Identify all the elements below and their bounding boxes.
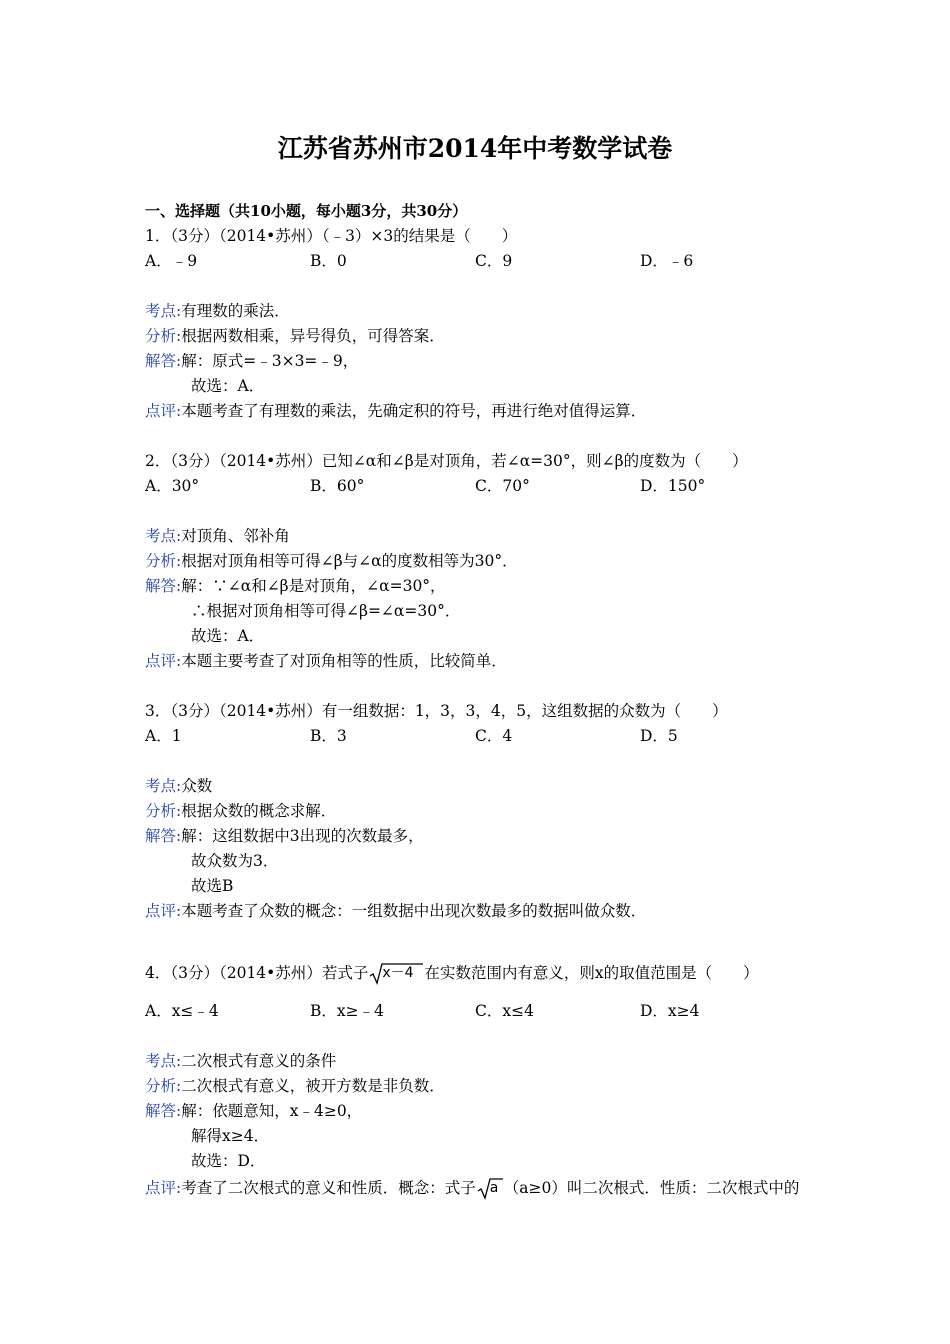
q2-option-a: A．30° xyxy=(145,477,200,495)
dianping-label: 点评: xyxy=(145,1179,182,1197)
sqrt-radicand: x－4 xyxy=(382,965,414,981)
q3-kaodian xyxy=(145,775,212,797)
jieda-label: 解答: xyxy=(145,352,182,370)
q2-kaodian xyxy=(145,525,290,547)
q1-kaodian-text: 有理数的乘法． xyxy=(181,302,290,320)
q3-dianping-text: 本题考查了众数的概念：一组数据中出现次数最多的数据叫做众数． xyxy=(181,902,647,920)
q2-jieda-line-2: ∴根据对顶角相等可得∠β=∠α=30°． xyxy=(191,602,461,620)
q2-kaodian-text: 对顶角、邻补角 xyxy=(181,527,290,545)
q2-jieda-line-3: 故选：A． xyxy=(191,627,265,645)
q3-option-a: A．1 xyxy=(145,727,182,745)
q1-jieda-line-1: 解：原式=﹣3×3=﹣9， xyxy=(181,352,359,370)
question-1-stem: 1．（3分）（2014•苏州）（﹣3）×3的结果是（ ） xyxy=(145,227,518,245)
q4-stem-before: 4．（3分）（2014•苏州）若式子 xyxy=(145,964,369,982)
q2-option-c: C．70° xyxy=(475,477,530,495)
q1-fenxi xyxy=(145,325,445,347)
question-2-stem: 2．（3分）（2014•苏州）已知∠α和∠β是对顶角，若∠α=30°，则∠β的度数为（ ） xyxy=(145,452,748,470)
q2-dianping xyxy=(145,650,507,672)
fenxi-label: 分析: xyxy=(145,327,182,345)
q4-fenxi xyxy=(145,1075,445,1097)
q3-dianping xyxy=(145,900,646,922)
q4-option-d: D．x≥4 xyxy=(640,1002,700,1020)
jieda-label: 解答: xyxy=(145,1102,182,1120)
q1-option-b: B．0 xyxy=(310,252,347,270)
q1-fenxi-text: 根据两数相乘，异号得负，可得答案． xyxy=(181,327,445,345)
q1-jieda-line-2: 故选：A． xyxy=(191,377,265,395)
kaodian-label: 考点: xyxy=(145,1052,182,1070)
jieda-label: 解答: xyxy=(145,577,182,595)
q3-jieda-line-1: 解：这组数据中3出现的次数最多， xyxy=(181,827,424,845)
kaodian-label: 考点: xyxy=(145,302,182,320)
page-title: 江苏省苏州市2014年中考数学试卷 xyxy=(277,134,673,163)
q4-jieda-line-2: 解得x≥4． xyxy=(191,1127,270,1145)
q1-dianping xyxy=(145,400,646,422)
q2-jieda-line-1: 解：∵∠α和∠β是对顶角，∠α=30°， xyxy=(181,577,446,595)
q3-option-d: D．5 xyxy=(640,727,678,745)
q1-kaodian xyxy=(145,300,290,322)
fenxi-label: 分析: xyxy=(145,1077,182,1095)
q3-jieda xyxy=(145,825,424,847)
q4-kaodian-text: 二次根式有意义的条件 xyxy=(181,1052,337,1070)
q4-option-b: B．x≥﹣4 xyxy=(310,1002,384,1020)
q4-dianping-before: 考查了二次根式的意义和性质．概念：式子 xyxy=(181,1179,476,1197)
sqrt-a-radicand: a xyxy=(489,1180,499,1196)
dianping-label: 点评: xyxy=(145,402,182,420)
q1-jieda xyxy=(145,350,358,372)
q1-option-a: A．﹣9 xyxy=(145,252,198,270)
question-3-stem: 3．（3分）（2014•苏州）有一组数据：1，3，3，4，5，这组数据的众数为（ ） xyxy=(145,702,728,720)
q4-fenxi-text: 二次根式有意义，被开方数是非负数． xyxy=(181,1077,445,1095)
kaodian-label: 考点: xyxy=(145,527,182,545)
q3-option-b: B．3 xyxy=(310,727,347,745)
q1-option-d: D．﹣6 xyxy=(640,252,694,270)
q1-option-c: C．9 xyxy=(475,252,513,270)
q4-jieda xyxy=(145,1100,362,1122)
q3-option-c: C．4 xyxy=(475,727,513,745)
q4-dianping-after: （a≥0）叫二次根式．性质：二次根式中的 xyxy=(503,1179,800,1197)
q3-kaodian-text: 众数 xyxy=(181,777,213,795)
q4-option-a: A．x≤﹣4 xyxy=(145,1002,219,1020)
jieda-label: 解答: xyxy=(145,827,182,845)
q2-dianping-text: 本题主要考查了对顶角相等的性质，比较简单． xyxy=(181,652,507,670)
q2-fenxi xyxy=(145,550,518,572)
q3-jieda-line-2: 故众数为3． xyxy=(191,852,279,870)
q2-jieda xyxy=(145,575,446,597)
q3-jieda-line-3: 故选B xyxy=(191,877,234,895)
q4-jieda-line-1: 解：依题意知，x﹣4≥0， xyxy=(181,1102,363,1120)
q4-stem-after: 在实数范围内有意义，则x的取值范围是（ ） xyxy=(424,964,759,982)
sqrt-a-expression xyxy=(476,1177,504,1201)
q4-option-c: C．x≤4 xyxy=(475,1002,534,1020)
dianping-label: 点评: xyxy=(145,902,182,920)
q2-option-d: D．150° xyxy=(640,477,706,495)
q3-fenxi xyxy=(145,800,336,822)
q4-dianping xyxy=(145,1175,799,1201)
q2-fenxi-text: 根据对顶角相等可得∠β与∠α的度数相等为30°． xyxy=(181,552,518,570)
fenxi-label: 分析: xyxy=(145,552,182,570)
q4-kaodian xyxy=(145,1050,336,1072)
dianping-label: 点评: xyxy=(145,652,182,670)
q1-dianping-text: 本题考查了有理数的乘法，先确定积的符号，再进行绝对值得运算． xyxy=(181,402,647,420)
kaodian-label: 考点: xyxy=(145,777,182,795)
section-heading: 一、选择题（共10小题，每小题3分，共30分） xyxy=(145,202,468,220)
q3-fenxi-text: 根据众数的概念求解． xyxy=(181,802,337,820)
q2-option-b: B．60° xyxy=(310,477,365,495)
sqrt-expression xyxy=(368,962,424,986)
question-4-stem xyxy=(145,960,759,986)
q4-jieda-line-3: 故选：D． xyxy=(191,1152,266,1170)
fenxi-label: 分析: xyxy=(145,802,182,820)
